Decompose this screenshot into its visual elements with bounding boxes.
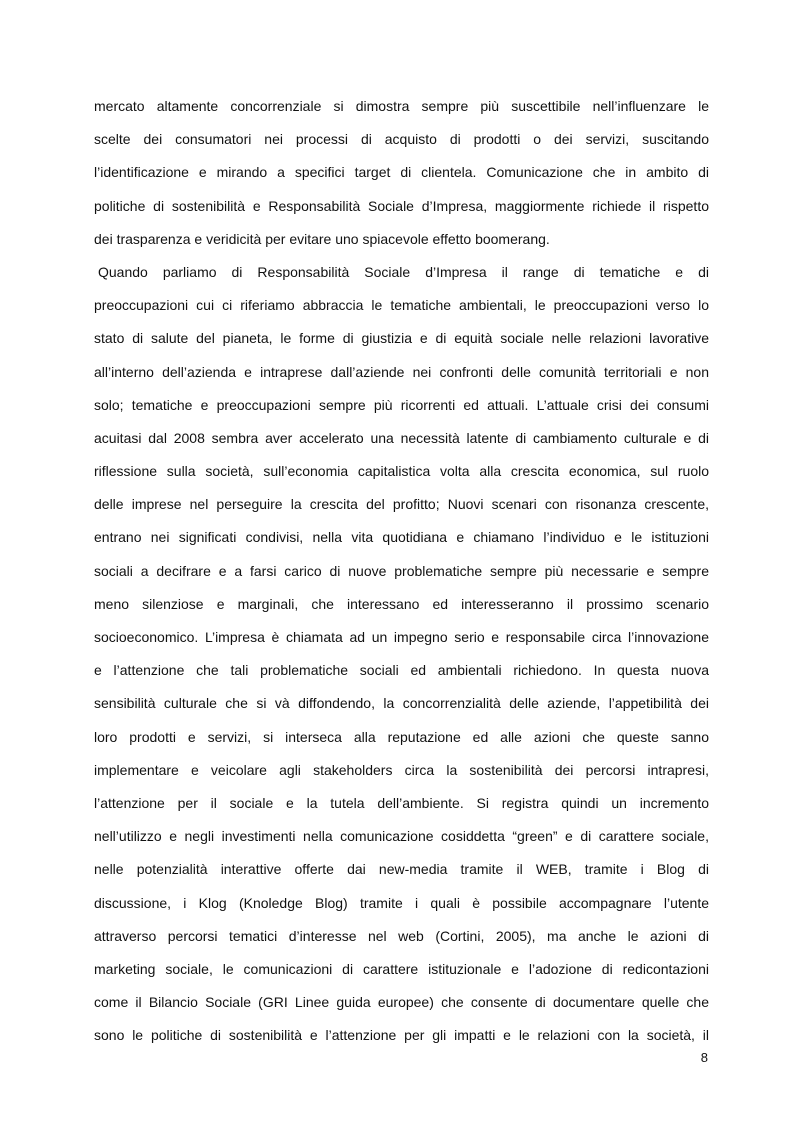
- text-line: all’interno dell’azienda e intraprese dall’aziende nei confronti delle comunità territoriali e non: [94, 363, 709, 380]
- text-line: riflessione sulla società, sull’economia capitalistica volta alla crescita economica, sul ruolo: [94, 463, 709, 480]
- body-text: [94, 90, 709, 1052]
- text-line: sensibilità culturale che si và diffondendo, la concorrenzialità delle aziende, l’appetibilità dei: [94, 695, 709, 712]
- text-line: come il Bilancio Sociale (GRI Linee guida europee) che consente di documentare quelle che: [94, 994, 709, 1011]
- text-line: meno silenziose e marginali, che interessano ed interesseranno il prossimo scenario: [94, 595, 709, 612]
- text-line: socioeconomico. L’impresa è chiamata ad un impegno serio e responsabile circa l’innovazione: [94, 629, 709, 645]
- text-line: l’identificazione e mirando a specifici target di clientela. Comunicazione che in ambito di: [94, 164, 709, 181]
- text-line: delle imprese nel perseguire la crescita del profitto; Nuovi scenari con risonanza crescente,: [94, 496, 709, 513]
- text-line: preoccupazioni cui ci riferiamo abbraccia le tematiche ambientali, le preoccupazioni verso lo: [94, 297, 709, 314]
- text-line: marketing sociale, le comunicazioni di carattere istituzionale e l’adozione di redicontazioni: [94, 960, 709, 977]
- page-number: 8: [700, 1050, 708, 1065]
- text-line: mercato altamente concorrenziale si dimostra sempre più suscettibile nell’influenzare le: [94, 98, 709, 114]
- text-line: stato di salute del pianeta, le forme di giustizia e di equità sociale nelle relazioni lavorative: [94, 330, 709, 347]
- text-line: implementare e veicolare agli stakeholders circa la sostenibilità dei percorsi intrapresi,: [94, 761, 709, 778]
- text-line: acuitasi dal 2008 sembra aver accelerato una necessità latente di cambiamento culturale e di: [94, 429, 709, 446]
- text-line: scelte dei consumatori nei processi di acquisto di prodotti o dei servizi, suscitando: [94, 131, 709, 148]
- text-line: politiche di sostenibilità e Responsabilità Sociale d’Impresa, maggiormente richiede il rispetto: [94, 197, 709, 214]
- text-line: attraverso percorsi tematici d’interesse nel web (Cortini, 2005), ma anche le azioni di: [94, 927, 709, 944]
- text-line: dei trasparenza e veridicità per evitare uno spiacevole effetto boomerang.: [94, 230, 550, 247]
- text-line: e l’attenzione che tali problematiche sociali ed ambientali richiedono. In questa nuova: [94, 662, 709, 679]
- text-line: solo; tematiche e preoccupazioni sempre più ricorrenti ed attuali. L’attuale crisi dei consumi: [94, 396, 709, 413]
- text-line: l’attenzione per il sociale e la tutela dell’ambiente. Si registra quindi un incremento: [94, 794, 709, 811]
- text-line: entrano nei significati condivisi, nella vita quotidiana e chiamano l’individuo e le istituzioni: [94, 529, 709, 546]
- text-line: Quando parliamo di Responsabilità Sociale d’Impresa il range di tematiche e di: [98, 263, 709, 280]
- text-line: sono le politiche di sostenibilità e l’attenzione per gli impatti e le relazioni con la società, il: [94, 1027, 709, 1044]
- text-line: discussione, i Klog (Knoledge Blog) tramite i quali è possibile accompagnare l’utente: [94, 894, 709, 911]
- text-line: nelle potenzialità interattive offerte dai new-media tramite il WEB, tramite i Blog di: [94, 861, 709, 878]
- text-line: sociali a decifrare e a farsi carico di nuove problematiche sempre più necessarie e sempre: [94, 562, 709, 579]
- text-line: nell’utilizzo e negli investimenti nella comunicazione cosiddetta “green” e di carattere sociale,: [94, 828, 709, 845]
- text-line: loro prodotti e servizi, si interseca alla reputazione ed alle azioni che queste sanno: [94, 728, 709, 745]
